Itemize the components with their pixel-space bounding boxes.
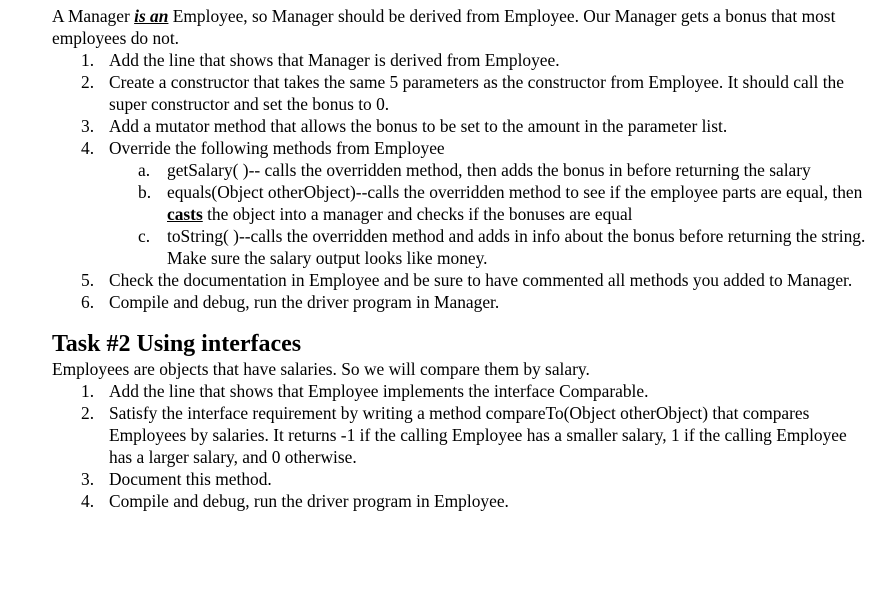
list-item-text: Compile and debug, run the driver program in Employee. [109,491,509,511]
list-item [52,490,872,512]
list-item-text-start: equals(Object otherObject)--calls the overridden method to see if the employee parts are equal, then [167,182,863,202]
list-item [52,402,872,468]
list-item-letter: c. [138,226,151,246]
intro-text-start: A Manager [52,6,135,26]
list-item [52,137,872,159]
list-item-number: 1. [81,50,95,70]
list-item [52,291,872,313]
list-item-number: 2. [81,72,95,92]
list-item-text-end: the object into a manager and checks if the bonuses are equal [202,204,633,224]
manager-intro-paragraph [52,5,872,49]
manager-steps-list-continued [52,269,872,313]
task2-steps-list [52,380,872,512]
list-item-text: Add the line that shows that Manager is derived from Employee. [109,50,560,70]
list-item [52,71,872,115]
list-item-letter: b. [138,182,152,202]
casts-emphasis: casts [167,204,203,224]
list-item [52,159,872,181]
list-item-letter: a. [138,160,151,180]
document-page [52,5,872,512]
list-item-text: Satisfy the interface requirement by writing a method compareTo(Object otherObject) that compares Employees by salaries. It returns -1 if the calling Employee has a smaller salary, 1 if the calling Employee has a larger salary, and 0 otherwise. [109,403,847,467]
list-item-text: Document this method. [109,469,272,489]
list-item-number: 3. [81,469,95,489]
list-item-text: Compile and debug, run the driver program in Manager. [109,292,500,312]
override-methods-list [52,159,872,269]
list-item [52,181,872,225]
task2-heading: Task #2 Using interfaces [52,331,302,357]
list-item-text: Check the documentation in Employee and be sure to have commented all methods you added to Manager. [109,270,853,290]
list-item-text: getSalary( )-- calls the overridden method, then adds the bonus in before returning the salary [167,160,811,180]
list-item-number: 2. [81,403,95,423]
task2-intro-paragraph: Employees are objects that have salaries. So we will compare them by salary. [52,359,590,379]
list-item [52,225,872,269]
manager-steps-list [52,49,872,159]
list-item [52,115,872,137]
list-item [52,468,872,490]
list-item-text: Create a constructor that takes the same 5 parameters as the constructor from Employee. It should call the super constructor and set the bonus to 0. [109,72,844,114]
intro-text-end: Employee, so Manager should be derived from Employee. Our Manager gets a bonus that most employees do not. [52,6,836,48]
list-item-number: 1. [81,381,95,401]
list-item-text: Add a mutator method that allows the bonus to be set to the amount in the parameter list. [109,116,728,136]
intro-emphasis: is an [134,6,169,26]
list-item-text: Override the following methods from Employee [109,138,445,158]
list-item [52,269,872,291]
list-item-number: 5. [81,270,95,290]
list-item-number: 6. [81,292,95,312]
list-item [52,380,872,402]
list-item-number: 4. [81,138,95,158]
list-item-number: 4. [81,491,95,511]
list-item [52,49,872,71]
list-item-number: 3. [81,116,95,136]
list-item-text: Add the line that shows that Employee implements the interface Comparable. [109,381,649,401]
list-item-text: toString( )--calls the overridden method and adds in info about the bonus before returning the string. Make sure the salary output looks like money. [167,226,866,268]
